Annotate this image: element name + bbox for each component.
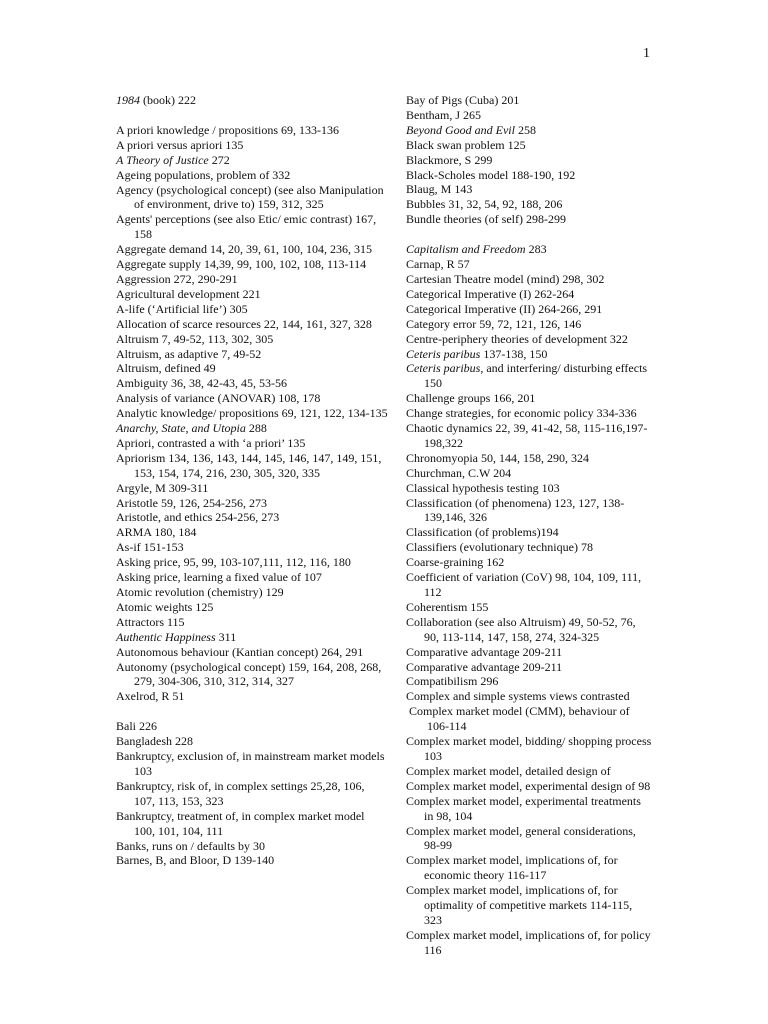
index-entry [116, 153, 388, 168]
index-entry [406, 824, 652, 854]
index-entry [116, 287, 388, 302]
index-entry [406, 764, 652, 779]
index-entry [116, 660, 388, 690]
index-entry [116, 242, 388, 257]
index-entry-text: Bubbles 31, 32, 54, 92, 188, 206 [406, 197, 563, 212]
index-entry [406, 391, 652, 406]
index-entry-text: Argyle, M 309-311 [116, 480, 209, 495]
index-entry-text: Apriori, contrasted a with ‘a priori’ 135 [116, 435, 306, 450]
index-entry-title: Authentic Happiness [116, 629, 216, 644]
index-entry [406, 421, 652, 451]
index-entry-title: Ceteris paribus [406, 361, 481, 376]
index-entry [116, 272, 388, 287]
index-entry [116, 332, 388, 347]
index-entry-text: 258 [514, 122, 536, 137]
index-entry-text: Asking price, learning a fixed value of 107 [116, 570, 322, 585]
index-entry [116, 525, 388, 540]
index-entry [406, 466, 652, 481]
index-entry [116, 779, 388, 809]
index-entry-text: Classical hypothesis testing 103 [406, 480, 560, 495]
index-entry-text: Blaug, M 143 [406, 182, 473, 197]
index-entry [116, 183, 388, 213]
index-entry-text: Apriorism 134, 136, 143, 144, 145, 146, 147, 149, 151, 153, 154, 174, 216, 230, 305, 320, 335 [116, 450, 382, 480]
index-entry-text: Black swan problem 125 [406, 137, 526, 152]
index-entry [406, 302, 652, 317]
index-column-left [116, 93, 388, 868]
index-entry [406, 272, 652, 287]
index-entry-text: Autonomy (psychological concept) 159, 164, 208, 268, 279, 304-306, 310, 312, 314, 327 [116, 659, 382, 689]
index-entry [406, 660, 652, 675]
index-entry [116, 168, 388, 183]
index-entry [116, 734, 388, 749]
index-entry-text: Category error 59, 72, 121, 126, 146 [406, 316, 582, 331]
index-entry-text: Complex market model (CMM), behaviour of 106-114 [409, 704, 630, 734]
index-entry-text: Complex market model, implications of, for policy 116 [406, 927, 651, 957]
index-entry-title: Beyond Good and Evil [406, 122, 515, 137]
index-entry [116, 481, 388, 496]
index-entry [116, 436, 388, 451]
index-column-right [406, 93, 652, 958]
index-entry-text: Carnap, R 57 [406, 257, 470, 272]
index-entry-text: Aggregate demand 14, 20, 39, 61, 100, 104, 236, 315 [116, 242, 372, 257]
index-entry-text: Atomic weights 125 [116, 599, 214, 614]
index-entry-text: Aristotle 59, 126, 254-256, 273 [116, 495, 267, 510]
index-entry-text: Chronomyopia 50, 144, 158, 290, 324 [406, 450, 589, 465]
index-entry [116, 555, 388, 570]
index-entry-text: Categorical Imperative (I) 262-264 [406, 286, 575, 301]
index-entry-text: Churchman, C.W 204 [406, 465, 512, 480]
index-entry-text: Classification (of problems)194 [406, 525, 559, 540]
index-entry [406, 734, 652, 764]
index-entry-text: Ambiguity 36, 38, 42-43, 45, 53-56 [116, 376, 287, 391]
index-entry-text: Asking price, 95, 99, 103-107,111, 112, 116, 180 [116, 555, 351, 570]
index-entry-text: Ageing populations, problem of 332 [116, 167, 291, 182]
index-entry-text: Bay of Pigs (Cuba) 201 [406, 93, 520, 107]
index-entry-text: Bentham, J 265 [406, 107, 481, 122]
index-entry-text: Coherentism 155 [406, 599, 489, 614]
index-entry-text: 288 [245, 421, 267, 436]
index-entry-text: Attractors 115 [116, 614, 185, 629]
index-entry [116, 510, 388, 525]
index-entry-text: Comparative advantage 209-211 [406, 644, 563, 659]
index-entry-text: Axelrod, R 51 [116, 689, 185, 704]
index-entry-text: Altruism, as adaptive 7, 49-52 [116, 346, 262, 361]
index-entry-text: Bankruptcy, risk of, in complex settings 25,28, 106, 107, 113, 153, 323 [116, 778, 365, 808]
index-entry [406, 93, 652, 108]
index-entry-text: Bundle theories (of self) 298-299 [406, 212, 566, 227]
index-entry [116, 645, 388, 660]
index-entry-text: A priori versus apriori 135 [116, 137, 244, 152]
index-entry-text: 137-138, 150 [480, 346, 548, 361]
index-entry-text: Allocation of scarce resources 22, 144, 161, 327, 328 [116, 316, 372, 331]
index-entry [116, 376, 388, 391]
index-entry [406, 689, 652, 704]
index-entry-title: Ceteris paribus [406, 346, 481, 361]
index-entry-text: (book) 222 [140, 93, 196, 107]
index-entry-text: Altruism 7, 49-52, 113, 302, 305 [116, 331, 274, 346]
index-entry-text: Agents' perceptions (see also Etic/ emic contrast) 167, 158 [116, 212, 377, 242]
index-entry-text: Compatibilism 296 [406, 674, 499, 689]
index-entry [406, 928, 652, 958]
index-entry-title: 1984 [116, 93, 140, 107]
index-entry [116, 347, 388, 362]
index-entry [406, 257, 652, 272]
index-entry [406, 496, 652, 526]
index-entry-text: Comparative advantage 209-211 [406, 659, 563, 674]
index-entry-text: Aggregate supply 14,39, 99, 100, 102, 108, 113-114 [116, 257, 367, 272]
index-entry-text: Bankruptcy, exclusion of, in mainstream market models 103 [116, 749, 385, 778]
index-entry [406, 481, 652, 496]
index-entry-text: Blackmore, S 299 [406, 152, 493, 167]
index-entry-text: Barnes, B, and Bloor, D 139-140 [116, 853, 275, 868]
index-entry-title: Anarchy, State, and Utopia [116, 421, 246, 436]
index-entry-text: A-life (‘Artificial life’) 305 [116, 301, 248, 316]
index-entry-text: Categorical Imperative (II) 264-266, 291 [406, 301, 603, 316]
index-entry-text: Aristotle, and ethics 254-256, 273 [116, 510, 280, 525]
index-entry [406, 212, 652, 227]
index-entry [406, 197, 652, 212]
index-entry-text: Altruism, defined 49 [116, 361, 216, 376]
index-entry-title: A Theory of Justice [116, 152, 209, 167]
index-entry-text: Complex market model, experimental design of 98 [406, 778, 651, 793]
index-entry [116, 496, 388, 511]
index-entry-text: Classifiers (evolutionary technique) 78 [406, 540, 593, 555]
index-entry [116, 600, 388, 615]
index-entry [116, 138, 388, 153]
index-entry [116, 540, 388, 555]
index-entry [406, 182, 652, 197]
index-entry-text: Black-Scholes model 188-190, 192 [406, 167, 576, 182]
index-entry-text: Complex market model, implications of, for economic theory 116-117 [406, 853, 618, 883]
index-entry-text: ARMA 180, 184 [116, 525, 197, 540]
index-entry-text: 272 [208, 152, 230, 167]
index-entry [116, 302, 388, 317]
index-entry [406, 361, 652, 391]
index-entry [116, 406, 388, 421]
index-entry [406, 525, 652, 540]
index-entry-text: Complex market model, bidding/ shopping process 103 [406, 734, 652, 763]
index-entry [406, 451, 652, 466]
index-entry [406, 645, 652, 660]
index-entry [406, 794, 652, 824]
index-entry [116, 257, 388, 272]
index-entry [406, 287, 652, 302]
index-entry-text: Classification (of phenomena) 123, 127, 138-139,146, 326 [406, 495, 625, 525]
index-entry [406, 406, 652, 421]
index-entry [406, 540, 652, 555]
index-entry-text: Analysis of variance (ANOVAR) 108, 178 [116, 391, 321, 406]
index-entry [116, 630, 388, 645]
index-entry [116, 451, 388, 481]
index-entry-text: Complex market model, experimental treatments in 98, 104 [406, 793, 641, 823]
index-entry [116, 749, 388, 779]
index-entry-text: Bangladesh 228 [116, 734, 193, 749]
index-entry [406, 883, 652, 928]
index-entry-text: 311 [215, 629, 237, 644]
index-entry-text: Autonomous behaviour (Kantian concept) 264, 291 [116, 644, 364, 659]
index-entry-text: Coefficient of variation (CoV) 98, 104, 109, 111, 112 [406, 570, 642, 599]
index-entry [116, 585, 388, 600]
index-entry [406, 123, 652, 138]
index-entry-text: , and interfering/ disturbing effects 150 [424, 361, 648, 391]
index-entry-text: Complex market model, detailed design of [406, 763, 611, 778]
index-entry [116, 391, 388, 406]
index-entry [406, 168, 652, 183]
index-entry [406, 108, 652, 123]
index-entry [406, 853, 652, 883]
index-entry [406, 347, 652, 362]
index-entry-text: Complex market model, implications of, for optimality of competitive markets 114-115, 323 [406, 883, 633, 927]
index-entry-text: Complex market model, general considerations, 98-99 [406, 823, 636, 853]
index-entry [116, 809, 388, 839]
index-entry [406, 332, 652, 347]
index-entry [406, 317, 652, 332]
index-entry-text: Atomic revolution (chemistry) 129 [116, 585, 284, 599]
index-entry [116, 212, 388, 242]
index-entry-text: Cartesian Theatre model (mind) 298, 302 [406, 271, 605, 286]
index-entry [116, 361, 388, 376]
index-entry [406, 704, 652, 734]
index-entry [116, 689, 388, 704]
index-entry [116, 853, 388, 868]
index-entry-text: Coarse-graining 162 [406, 555, 505, 570]
index-entry [116, 123, 388, 138]
index-entry [406, 242, 652, 257]
index-entry [406, 674, 652, 689]
index-entry-text: Agency (psychological concept) (see also Manipulation of environment, drive to) 159, 312, 325 [116, 182, 384, 212]
index-entry-text: Centre-periphery theories of development 322 [406, 331, 628, 346]
index-entry [116, 615, 388, 630]
index-entry-text: Banks, runs on / defaults by 30 [116, 838, 265, 853]
index-entry-text: Bali 226 [116, 719, 157, 734]
index-entry-text: Analytic knowledge/ propositions 69, 121, 122, 134-135 [116, 406, 388, 421]
index-entry-text: Chaotic dynamics 22, 39, 41-42, 58, 115-116,197-198,322 [406, 421, 648, 450]
index-entry-text: Challenge groups 166, 201 [406, 391, 536, 406]
index-entry-text: Collaboration (see also Altruism) 49, 50-52, 76, 90, 113-114, 147, 158, 274, 324-325 [406, 614, 636, 644]
index-entry-text: Bankruptcy, treatment of, in complex market model 100, 101, 104, 111 [116, 808, 365, 838]
index-entry-text: Complex and simple systems views contrasted [406, 689, 630, 704]
index-entry [406, 779, 652, 794]
index-entry-text: Aggression 272, 290-291 [116, 271, 238, 286]
index-entry [406, 600, 652, 615]
index-entry [116, 421, 388, 436]
index-entry [116, 839, 388, 854]
index-entry-text: Change strategies, for economic policy 334-336 [406, 406, 637, 421]
page-number: 1 [643, 46, 650, 61]
index-entry-title: Capitalism and Freedom [406, 242, 526, 257]
index-entry-text: As-if 151-153 [116, 540, 184, 555]
index-entry [116, 570, 388, 585]
index-entry [406, 153, 652, 168]
index-entry [406, 555, 652, 570]
index-entry [116, 719, 388, 734]
index-entry-text: A priori knowledge / propositions 69, 133-136 [116, 122, 339, 137]
index-entry [406, 570, 652, 600]
index-entry [406, 138, 652, 153]
index-entry [406, 615, 652, 645]
index-entry [116, 317, 388, 332]
index-entry-text: Agricultural development 221 [116, 286, 261, 301]
index-entry-text: 283 [525, 242, 547, 257]
index-entry [116, 93, 388, 108]
